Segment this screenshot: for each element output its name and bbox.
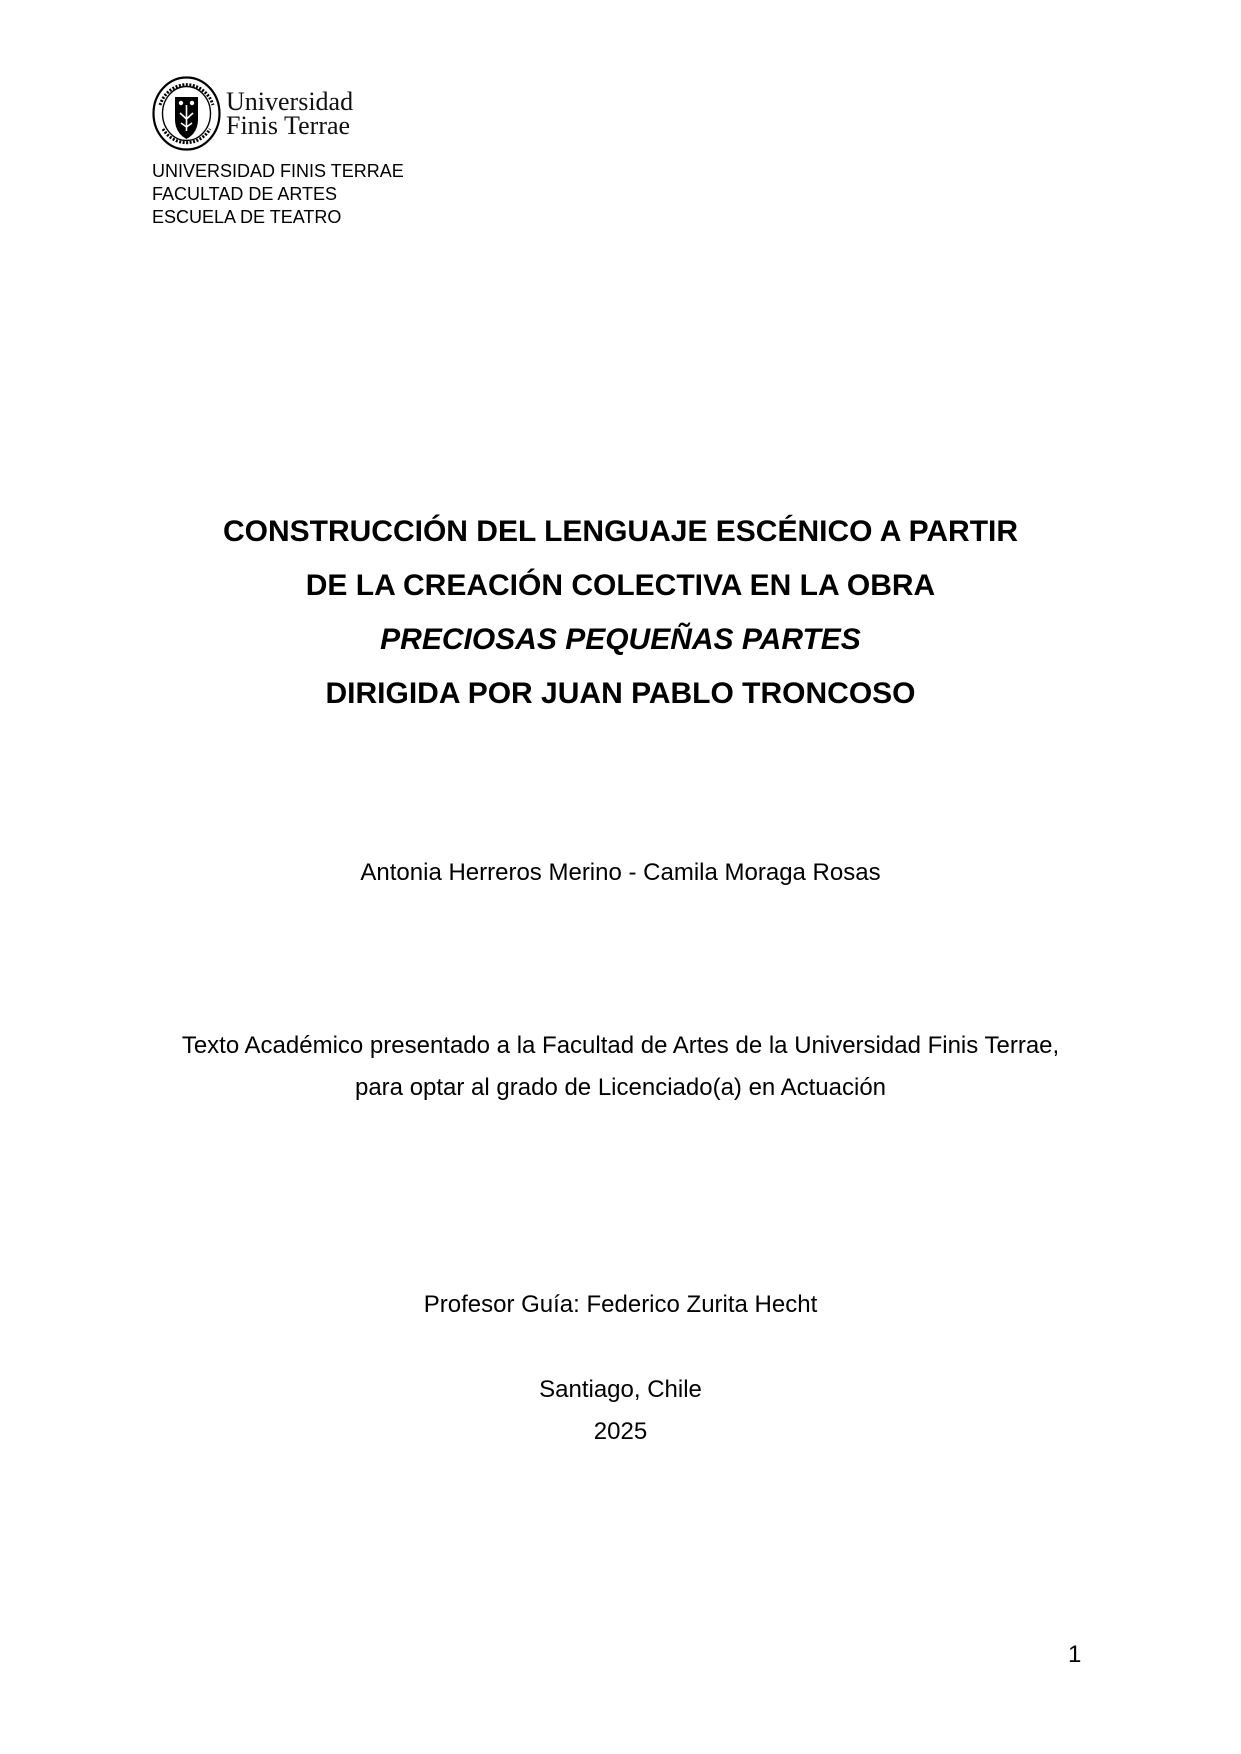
- advisor: Profesor Guía: Federico Zurita Hecht: [423, 1291, 818, 1318]
- year: 2025: [593, 1418, 648, 1445]
- university-name: UNIVERSIDAD FINIS TERRAE: [152, 161, 404, 181]
- faculty-name: FACULTAD DE ARTES: [152, 184, 338, 204]
- university-wordmark: [226, 86, 354, 140]
- thesis-title: [0, 505, 1241, 721]
- authors: Antonia Herreros Merino - Camila Moraga Rosas: [360, 859, 881, 886]
- title-work-name: PRECIOSAS PEQUEÑAS PARTES: [380, 623, 861, 656]
- title-line-1: CONSTRUCCIÓN DEL LENGUAJE ESCÉNICO A PARTIR: [222, 515, 1019, 548]
- institution-header: [152, 160, 404, 229]
- university-seal-icon: [151, 75, 222, 152]
- page-number: 1: [1068, 1641, 1082, 1668]
- wordmark-line-1: Universidad: [226, 86, 354, 116]
- title-line-4: DIRIGIDA POR JUAN PABLO TRONCOSO: [325, 677, 916, 710]
- city: Santiago, Chile: [539, 1376, 702, 1403]
- presentation-line-2: para optar al grado de Licenciado(a) en Actuación: [354, 1074, 887, 1101]
- wordmark-line-2: Finis Terrae: [226, 110, 351, 140]
- presentation-line-1: Texto Académico presentado a la Facultad de Artes de la Universidad Finis Terrae,: [181, 1032, 1060, 1059]
- school-name: ESCUELA DE TEATRO: [152, 207, 342, 227]
- university-logo: [151, 75, 353, 152]
- presentation-statement: [0, 1025, 1241, 1109]
- title-line-2: DE LA CREACIÓN COLECTIVA EN LA OBRA: [305, 569, 936, 602]
- place-and-year: [0, 1369, 1241, 1453]
